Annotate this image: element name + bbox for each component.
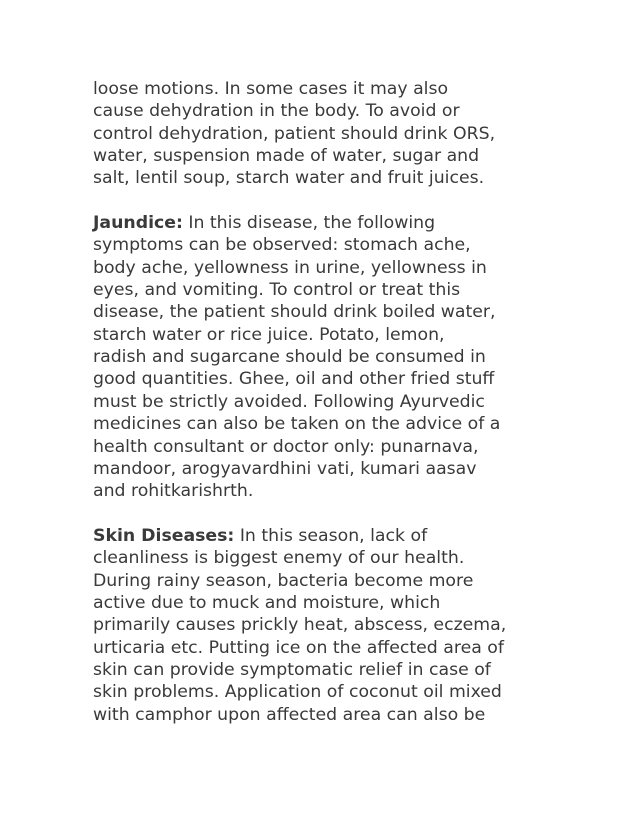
text-line: radish and sugarcane should be consumed in [93, 347, 486, 368]
text-line: control dehydration, patient should drink ORS, [93, 123, 496, 144]
text-line: salt, lentil soup, starch water and fruit juices. [93, 168, 485, 189]
text-line: medicines can also be taken on the advice of a [93, 414, 501, 435]
text-line: and rohitkarishrth. [93, 481, 254, 502]
text-line: must be strictly avoided. Following Ayurvedic [93, 391, 485, 412]
paragraph-skin-diseases [93, 525, 593, 726]
text-fragment: In this season, lack of [234, 525, 428, 546]
text-line: water, suspension made of water, sugar and [93, 146, 480, 167]
text-line: symptoms can be observed: stomach ache, [93, 235, 471, 256]
section-heading-skin-diseases: Skin Diseases: [93, 525, 235, 546]
text-fragment: In this disease, the following [182, 213, 436, 234]
paragraph-loose-motions [93, 78, 593, 190]
text-line: body ache, yellowness in urine, yellowness in [93, 257, 487, 278]
text-line: primarily causes prickly heat, abscess, eczema, [93, 615, 507, 636]
text-line: disease, the patient should drink boiled water, [93, 302, 496, 323]
text-line: good quantities. Ghee, oil and other fried stuff [93, 369, 495, 390]
text-line: active due to muck and moisture, which [93, 592, 441, 613]
text-line: skin problems. Application of coconut oil mixed [93, 682, 502, 703]
text-line: During rainy season, bacteria become more [93, 570, 474, 591]
text-line: health consultant or doctor only: punarnava, [93, 436, 479, 457]
text-line: urticaria etc. Putting ice on the affected area of [93, 637, 504, 658]
document-page [93, 78, 593, 726]
text-line: loose motions. In some cases it may also [93, 79, 449, 99]
text-line [93, 212, 593, 234]
text-line: eyes, and vomiting. To control or treat this [93, 280, 461, 301]
text-line [93, 525, 593, 547]
text-line: skin can provide symptomatic relief in case of [93, 659, 491, 680]
paragraph-gap [93, 190, 593, 212]
text-line: cleanliness is biggest enemy of our health. [93, 548, 465, 569]
text-line: starch water or rice juice. Potato, lemon, [93, 324, 445, 345]
text-line: cause dehydration in the body. To avoid or [93, 101, 460, 122]
text-line: with camphor upon affected area can also be [93, 704, 486, 725]
paragraph-gap [93, 503, 593, 525]
paragraph-jaundice [93, 212, 593, 502]
text-line: mandoor, arogyavardhini vati, kumari aasav [93, 458, 477, 479]
section-heading-jaundice: Jaundice: [93, 213, 183, 234]
